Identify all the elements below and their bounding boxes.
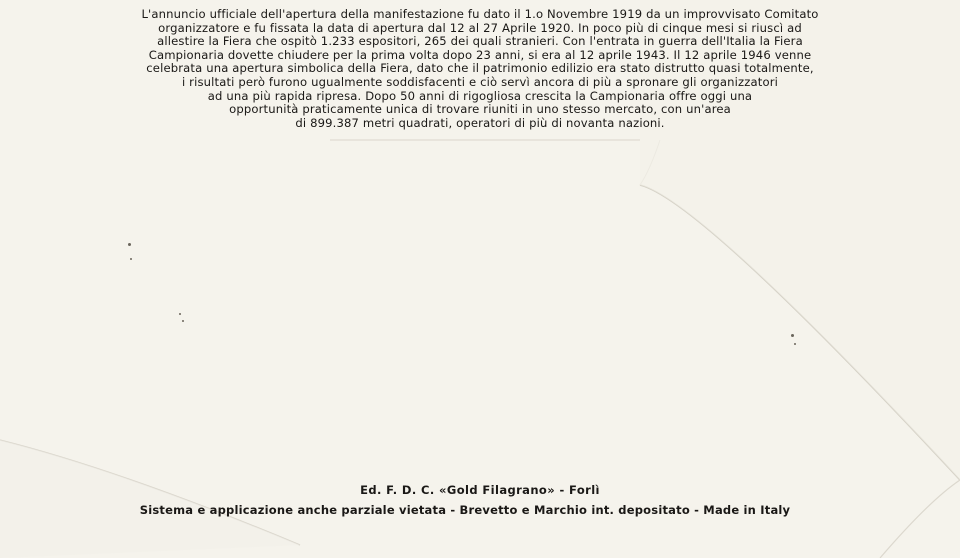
paper-speck [182,320,184,322]
announcement-line: celebrata una apertura simbolica della Fiera, dato che il patrimonio edilizio era stato distrutto quasi totalmente, [146,61,814,76]
paper-speck [794,343,796,345]
paper-speck [130,258,132,260]
publisher-imprint: Ed. F. D. C. «Gold Filagrano» - Forlì [360,483,600,497]
announcement-line: di 899.387 metri quadrati, operatori di più di novanta nazioni. [295,115,665,130]
announcement-line: opportunità praticamente unica di trovare riuniti in uno stesso mercato, con un'area [229,102,731,117]
paper-speck [791,334,794,337]
announcement-line: organizzatore e fu fissata la data di apertura dal 12 al 27 Aprile 1920. In poco più di cinque mesi si riuscì ad [158,20,802,35]
announcement-line: i risultati però furono ugualmente soddisfacenti e ciò servì ancora di più a spronare gli organizzatori [181,74,779,89]
rights-notice: Sistema e applicazione anche parziale vietata - Brevetto e Marchio int. depositato - Made in Italy [139,503,791,517]
announcement-line: allestire la Fiera che ospitò 1.233 espositori, 265 dei quali stranieri. Con l'entrata in guerra dell'Italia la Fiera [157,34,803,49]
paper-speck [179,313,181,315]
announcement-line: L'annuncio ufficiale dell'apertura della manifestazione fu dato il 1.o Novembre 1919 da un improvvisato Comitato [141,7,819,21]
announcement-text [100,8,860,130]
announcement-line: ad una più rapida ripresa. Dopo 50 anni di rigogliosa crescita la Campionaria offre oggi una [207,88,753,103]
paper-speck [128,243,131,246]
announcement-line: Campionaria dovette chiudere per la prima volta dopo 23 anni, si era al 12 aprile 1943. Il 12 aprile 1946 venne [148,47,812,62]
